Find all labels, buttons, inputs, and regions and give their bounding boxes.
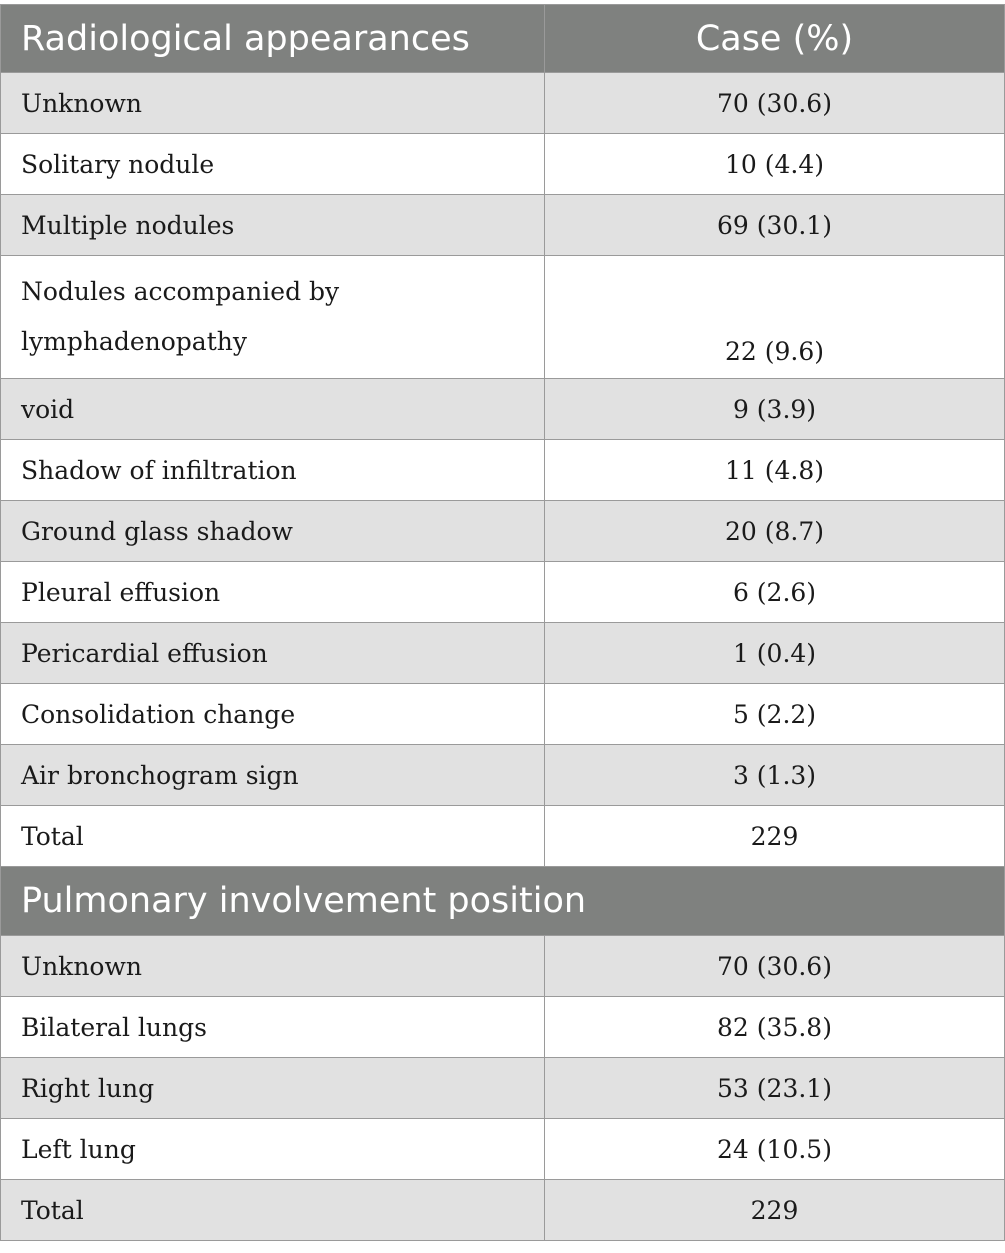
row-label: Pleural effusion [1,562,545,623]
row-label: Shadow of infiltration [1,440,545,501]
table-row [1,745,1005,806]
table-row [1,997,1005,1058]
table-row [1,379,1005,440]
row-label: Bilateral lungs [1,997,545,1058]
table-row [1,623,1005,684]
row-label: void [1,379,545,440]
row-value: 10 (4.4) [545,134,1005,195]
row-label: Nodules accompanied by lymphadenopathy [1,256,545,379]
row-label: Total [1,1180,545,1241]
table-row [1,936,1005,997]
row-label: Solitary nodule [1,134,545,195]
row-label: Multiple nodules [1,195,545,256]
row-value: 3 (1.3) [545,745,1005,806]
row-value: 53 (23.1) [545,1058,1005,1119]
section2-header-label: Pulmonary involvement position [1,867,1005,936]
table-row [1,501,1005,562]
radiology-table [0,4,1005,1241]
table-row [1,134,1005,195]
table-row [1,562,1005,623]
row-label: Consolidation change [1,684,545,745]
table-row [1,1058,1005,1119]
table-row [1,684,1005,745]
row-label: Unknown [1,73,545,134]
row-value: 6 (2.6) [545,562,1005,623]
row-value: 229 [545,806,1005,867]
section1-header-value: Case (%) [545,5,1005,73]
section1-header-label: Radiological appearances [1,5,545,73]
row-value: 5 (2.2) [545,684,1005,745]
row-value: 70 (30.6) [545,73,1005,134]
row-label: Unknown [1,936,545,997]
table-row [1,256,1005,379]
row-value: 20 (8.7) [545,501,1005,562]
row-label: Left lung [1,1119,545,1180]
section2-header-row [1,867,1005,936]
row-label: Air bronchogram sign [1,745,545,806]
row-label: Pericardial effusion [1,623,545,684]
row-label: Right lung [1,1058,545,1119]
row-value: 69 (30.1) [545,195,1005,256]
table-row [1,1119,1005,1180]
row-value: 229 [545,1180,1005,1241]
row-label: Ground glass shadow [1,501,545,562]
row-value: 70 (30.6) [545,936,1005,997]
row-value: 22 (9.6) [545,256,1005,379]
table-row [1,440,1005,501]
row-value: 82 (35.8) [545,997,1005,1058]
total-row [1,1180,1005,1241]
row-label: Total [1,806,545,867]
row-value: 1 (0.4) [545,623,1005,684]
table-row [1,195,1005,256]
section1-header-row [1,5,1005,73]
total-row [1,806,1005,867]
table-row [1,73,1005,134]
row-value: 9 (3.9) [545,379,1005,440]
row-value: 11 (4.8) [545,440,1005,501]
row-value: 24 (10.5) [545,1119,1005,1180]
